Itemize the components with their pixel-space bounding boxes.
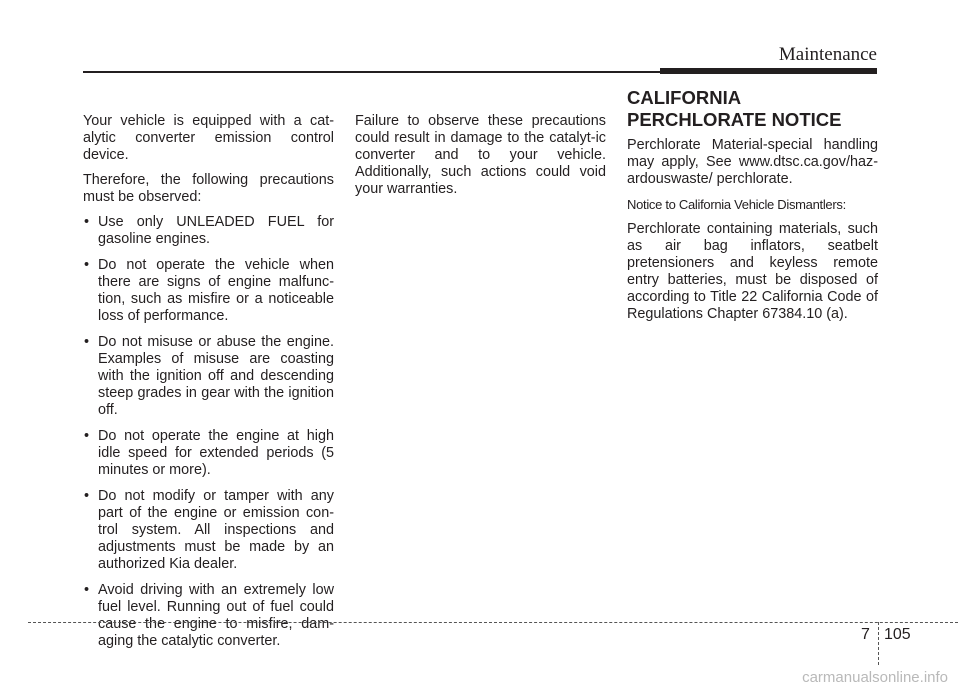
footer-rule <box>28 622 958 623</box>
header-rule-thin <box>83 71 660 73</box>
list-item <box>83 582 334 650</box>
notice-heading-line1: CALIFORNIA <box>627 87 742 108</box>
column-right <box>627 87 878 331</box>
chapter-number: 7 <box>861 626 870 643</box>
list-item-text: Do not operate the vehicle when there are signs of engine malfunc-tion, such as misfire or a noticeable loss of performance. <box>98 257 334 324</box>
list-item-text: Do not misuse or abuse the engine. Examples of misuse are coasting with the ignition off and descending steep grades in gear with the ignition off. <box>98 334 334 418</box>
list-item <box>83 428 334 479</box>
bullet-icon: • <box>84 214 90 230</box>
list-item-text: Do not operate the engine at high idle speed for extended periods (5 minutes or more). <box>98 428 334 478</box>
notice-heading <box>627 87 878 131</box>
column-middle <box>355 113 606 206</box>
list-item-text: Avoid driving with an extremely low fuel level. Running out of fuel could cause the engine to misfire, dam-aging the catalytic converter. <box>98 582 334 649</box>
perchlorate-paragraph: Perchlorate Material-special handling may apply, See www.dtsc.ca.gov/haz-ardouswaste/ perchlorate. <box>627 137 878 187</box>
bullet-icon: • <box>84 428 90 444</box>
intro-paragraph: Your vehicle is equipped with a cat-alytic converter emission control device. <box>83 113 334 163</box>
list-item-text: Do not modify or tamper with any part of the engine or emission con-trol system. All inspections and adjustments must be made by an authorized Kia dealer. <box>98 488 334 572</box>
watermark: carmanualsonline.info <box>802 669 948 686</box>
header-rule-thick <box>660 68 877 74</box>
bullet-icon: • <box>84 582 90 598</box>
bullet-icon: • <box>84 488 90 504</box>
column-left <box>83 113 334 659</box>
bullet-icon: • <box>84 334 90 350</box>
list-item <box>83 257 334 325</box>
notice-heading-line2: PERCHLORATE NOTICE <box>627 109 842 130</box>
dismantlers-subheading: Notice to California Vehicle Dismantlers: <box>627 197 846 212</box>
list-item <box>83 488 334 573</box>
page-number: 105 <box>884 626 911 643</box>
list-item <box>83 334 334 419</box>
footer-divider <box>878 622 879 665</box>
bullet-icon: • <box>84 257 90 273</box>
disposal-paragraph: Perchlorate containing materials, such as air bag inflators, seatbelt pretensioners and keyless remote entry batteries, must be disposed of according to Title 22 California Code of Regulations Chapter 67384.10 (a). <box>627 221 878 322</box>
precaution-list <box>83 214 334 650</box>
list-item <box>83 214 334 248</box>
precaution-lead: Therefore, the following precautions must be observed: <box>83 172 334 205</box>
list-item-text: Use only UNLEADED FUEL for gasoline engines. <box>98 214 334 247</box>
warranty-warning: Failure to observe these precautions could result in damage to the catalyt-ic converter and to your vehicle. Additionally, such actions could void your warranties. <box>355 113 606 197</box>
section-title: Maintenance <box>778 44 877 65</box>
